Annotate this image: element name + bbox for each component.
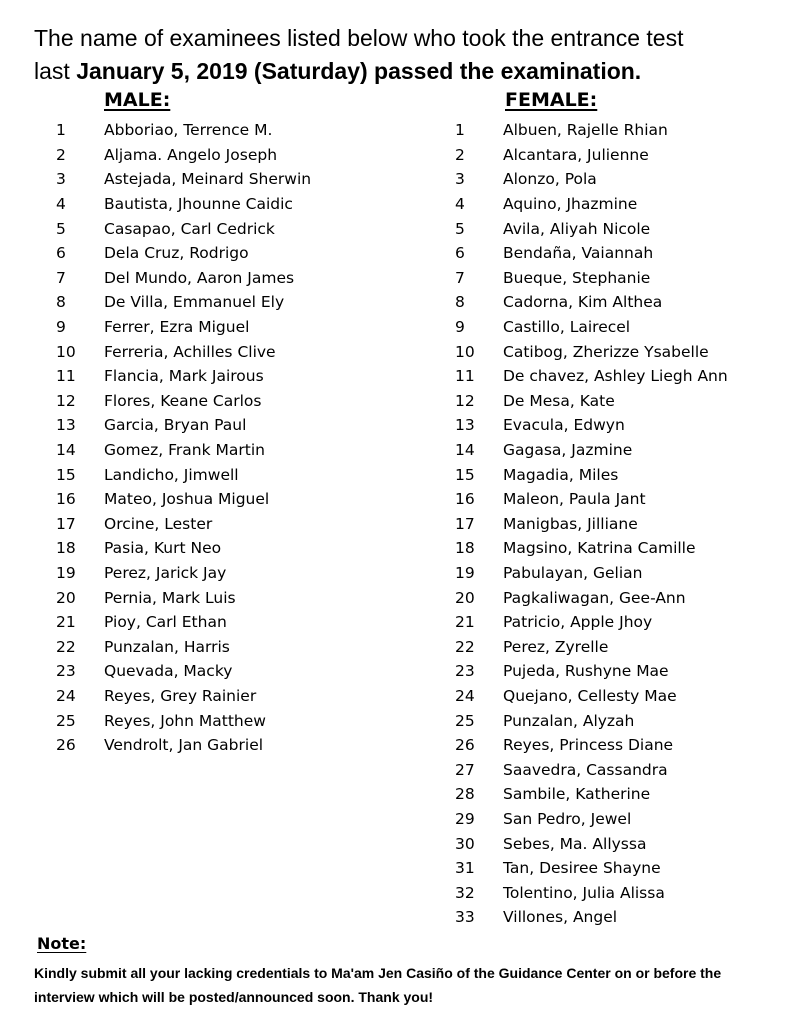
female-heading: FEMALE: bbox=[505, 89, 598, 111]
list-item-number: 12 bbox=[455, 391, 475, 410]
female-list-item bbox=[455, 167, 728, 192]
list-item-number: 14 bbox=[56, 441, 76, 460]
examinee-name: Ferreria, Achilles Clive bbox=[104, 342, 276, 361]
examinee-name: De Villa, Emmanuel Ely bbox=[104, 293, 285, 312]
list-item-number: 19 bbox=[455, 563, 475, 582]
examinee-name: Orcine, Lester bbox=[104, 514, 213, 533]
examinee-name: Patricio, Apple Jhoy bbox=[503, 613, 653, 632]
list-item-number: 3 bbox=[56, 170, 66, 189]
list-item-number: 4 bbox=[455, 195, 465, 214]
list-item-number: 11 bbox=[455, 367, 475, 386]
male-list bbox=[56, 118, 311, 757]
examinee-name: Alonzo, Pola bbox=[503, 170, 597, 189]
male-list-item bbox=[56, 167, 311, 192]
examinee-name: Gomez, Frank Martin bbox=[104, 441, 265, 460]
male-list-item bbox=[56, 192, 311, 217]
male-list-item bbox=[56, 438, 311, 463]
female-list-item bbox=[455, 733, 728, 758]
note-text: Kindly submit all your lacking credentials to Ma'am Jen Casiño of the Guidance Center on or before the interview which will be posted/announced soon. Thank you! bbox=[34, 965, 722, 1005]
male-list-item bbox=[56, 339, 311, 364]
female-list-item bbox=[455, 585, 728, 610]
female-list-item bbox=[455, 512, 728, 537]
list-item-number: 15 bbox=[56, 465, 76, 484]
examinee-name: Sebes, Ma. Allyssa bbox=[503, 834, 647, 853]
examinee-name: Pernia, Mark Luis bbox=[104, 588, 236, 607]
examinee-name: Del Mundo, Aaron James bbox=[104, 268, 295, 287]
note-label: Note: bbox=[37, 934, 87, 953]
male-list-item bbox=[56, 413, 311, 438]
list-item-number: 27 bbox=[455, 760, 475, 779]
female-list-item bbox=[455, 339, 728, 364]
female-list-item bbox=[455, 192, 728, 217]
list-item-number: 20 bbox=[56, 588, 76, 607]
male-list-item bbox=[56, 290, 311, 315]
list-item-number: 7 bbox=[455, 268, 465, 287]
examinee-name: Flancia, Mark Jairous bbox=[104, 367, 264, 386]
list-item-number: 22 bbox=[56, 637, 76, 656]
list-item-number: 28 bbox=[455, 785, 475, 804]
examinee-name: Astejada, Meinard Sherwin bbox=[104, 170, 312, 189]
examinee-name: Gagasa, Jazmine bbox=[503, 441, 633, 460]
female-list-item bbox=[455, 708, 728, 733]
list-item-number: 23 bbox=[56, 662, 76, 681]
male-list-item bbox=[56, 512, 311, 537]
examinee-name: Abboriao, Terrence M. bbox=[104, 121, 273, 140]
female-list-item bbox=[455, 905, 728, 930]
female-list-item bbox=[455, 757, 728, 782]
examinee-name: Saavedra, Cassandra bbox=[503, 760, 668, 779]
list-item-number: 5 bbox=[455, 219, 465, 238]
list-item-number: 4 bbox=[56, 195, 66, 214]
female-list-item bbox=[455, 143, 728, 168]
female-list-item bbox=[455, 364, 728, 389]
examinee-name: Reyes, John Matthew bbox=[104, 711, 266, 730]
female-list-item bbox=[455, 536, 728, 561]
examinee-name: Maleon, Paula Jant bbox=[503, 490, 646, 509]
list-item-number: 21 bbox=[56, 613, 76, 632]
male-list-item bbox=[56, 585, 311, 610]
list-item-number: 14 bbox=[455, 441, 475, 460]
list-item-number: 31 bbox=[455, 859, 475, 878]
examinee-name: Reyes, Princess Diane bbox=[503, 736, 674, 755]
examinee-name: Casapao, Carl Cedrick bbox=[104, 219, 275, 238]
female-list-item bbox=[455, 413, 728, 438]
list-item-number: 25 bbox=[455, 711, 475, 730]
male-list-item bbox=[56, 266, 311, 291]
list-item-number: 16 bbox=[56, 490, 76, 509]
list-item-number: 9 bbox=[455, 318, 465, 337]
list-item-number: 8 bbox=[56, 293, 66, 312]
examinee-name: Aljama. Angelo Joseph bbox=[104, 145, 278, 164]
list-item-number: 1 bbox=[56, 121, 66, 140]
list-item-number: 22 bbox=[455, 637, 475, 656]
male-list-item bbox=[56, 216, 311, 241]
list-item-number: 11 bbox=[56, 367, 76, 386]
male-list-item bbox=[56, 610, 311, 635]
female-list-item bbox=[455, 438, 728, 463]
female-list-item bbox=[455, 389, 728, 414]
male-list-item bbox=[56, 364, 311, 389]
list-item-number: 29 bbox=[455, 809, 475, 828]
list-item-number: 25 bbox=[56, 711, 76, 730]
female-list-item bbox=[455, 561, 728, 586]
examinee-name: Magadia, Miles bbox=[503, 465, 619, 484]
list-item-number: 30 bbox=[455, 834, 475, 853]
female-list-item bbox=[455, 831, 728, 856]
examinee-name: Landicho, Jimwell bbox=[104, 465, 239, 484]
list-item-number: 10 bbox=[455, 342, 475, 361]
examinee-name: Villones, Angel bbox=[503, 908, 618, 927]
male-list-item bbox=[56, 634, 311, 659]
examinee-name: Perez, Zyrelle bbox=[503, 637, 609, 656]
female-list-item bbox=[455, 216, 728, 241]
examinee-name: Reyes, Grey Rainier bbox=[104, 686, 257, 705]
examinee-name: Punzalan, Harris bbox=[104, 637, 230, 656]
examinee-name: Quevada, Macky bbox=[104, 662, 233, 681]
examinee-name: Pioy, Carl Ethan bbox=[104, 613, 227, 632]
list-item-number: 19 bbox=[56, 563, 76, 582]
female-list-item bbox=[455, 880, 728, 905]
list-item-number: 17 bbox=[56, 514, 76, 533]
male-list-item bbox=[56, 315, 311, 340]
female-list-item bbox=[455, 782, 728, 807]
list-item-number: 16 bbox=[455, 490, 475, 509]
examinee-name: Tan, Desiree Shayne bbox=[503, 859, 661, 878]
male-list-item bbox=[56, 684, 311, 709]
examinee-name: De Mesa, Kate bbox=[503, 391, 615, 410]
examinee-name: Albuen, Rajelle Rhian bbox=[503, 121, 668, 140]
female-list-item bbox=[455, 462, 728, 487]
examinee-name: Manigbas, Jilliane bbox=[503, 514, 638, 533]
list-item-number: 26 bbox=[455, 736, 475, 755]
examinee-name: Mateo, Joshua Miguel bbox=[104, 490, 270, 509]
male-list-item bbox=[56, 708, 311, 733]
list-item-number: 18 bbox=[56, 539, 76, 558]
female-list-item bbox=[455, 487, 728, 512]
examinee-name: Avila, Aliyah Nicole bbox=[503, 219, 651, 238]
list-item-number: 24 bbox=[455, 686, 475, 705]
male-heading: MALE: bbox=[104, 89, 171, 111]
examinee-name: Castillo, Lairecel bbox=[503, 318, 631, 337]
male-list-item bbox=[56, 659, 311, 684]
examinee-name: Flores, Keane Carlos bbox=[104, 391, 262, 410]
male-list-item bbox=[56, 389, 311, 414]
list-item-number: 17 bbox=[455, 514, 475, 533]
list-item-number: 33 bbox=[455, 908, 475, 927]
list-item-number: 2 bbox=[56, 145, 66, 164]
examinee-name: Garcia, Bryan Paul bbox=[104, 416, 247, 435]
list-item-number: 5 bbox=[56, 219, 66, 238]
examinee-name: Catibog, Zherizze Ysabelle bbox=[503, 342, 709, 361]
male-list-item bbox=[56, 462, 311, 487]
female-list-item bbox=[455, 659, 728, 684]
male-list-item bbox=[56, 487, 311, 512]
male-list-item bbox=[56, 733, 311, 758]
intro-line-2-prefix: last bbox=[34, 58, 77, 84]
female-list-item bbox=[455, 266, 728, 291]
list-item-number: 6 bbox=[455, 244, 465, 263]
list-item-number: 1 bbox=[455, 121, 465, 140]
male-list-item bbox=[56, 536, 311, 561]
male-list-item bbox=[56, 118, 311, 143]
male-list-item bbox=[56, 143, 311, 168]
female-list-item bbox=[455, 118, 728, 143]
list-item-number: 8 bbox=[455, 293, 465, 312]
intro-line-1: The name of examinees listed below who took the entrance test bbox=[34, 25, 684, 51]
list-item-number: 13 bbox=[56, 416, 76, 435]
female-list-item bbox=[455, 315, 728, 340]
list-item-number: 12 bbox=[56, 391, 76, 410]
exam-date-statement: January 5, 2019 (Saturday) passed the examination. bbox=[76, 58, 642, 84]
list-item-number: 32 bbox=[455, 883, 475, 902]
examinee-name: Aquino, Jhazmine bbox=[503, 195, 638, 214]
examinee-name: Cadorna, Kim Althea bbox=[503, 293, 663, 312]
examinee-name: Evacula, Edwyn bbox=[503, 416, 625, 435]
female-list-item bbox=[455, 807, 728, 832]
examinee-name: Bueque, Stephanie bbox=[503, 268, 651, 287]
female-list-item bbox=[455, 856, 728, 881]
examinee-name: Bautista, Jhounne Caidic bbox=[104, 195, 293, 214]
examinee-name: San Pedro, Jewel bbox=[503, 809, 632, 828]
examinee-name: Dela Cruz, Rodrigo bbox=[104, 244, 249, 263]
female-list-item bbox=[455, 610, 728, 635]
list-item-number: 13 bbox=[455, 416, 475, 435]
list-item-number: 10 bbox=[56, 342, 76, 361]
examinee-name: Pasia, Kurt Neo bbox=[104, 539, 222, 558]
announcement-intro bbox=[34, 22, 774, 88]
male-list-item bbox=[56, 241, 311, 266]
list-item-number: 21 bbox=[455, 613, 475, 632]
list-item-number: 15 bbox=[455, 465, 475, 484]
examinee-name: Ferrer, Ezra Miguel bbox=[104, 318, 250, 337]
examinee-name: Bendaña, Vaiannah bbox=[503, 244, 654, 263]
list-item-number: 2 bbox=[455, 145, 465, 164]
list-item-number: 9 bbox=[56, 318, 66, 337]
examinee-name: De chavez, Ashley Liegh Ann bbox=[503, 367, 728, 386]
intro-line-2 bbox=[34, 55, 774, 88]
examinee-name: Magsino, Katrina Camille bbox=[503, 539, 696, 558]
female-list-item bbox=[455, 634, 728, 659]
examinee-name: Vendrolt, Jan Gabriel bbox=[104, 736, 264, 755]
examinee-name: Pujeda, Rushyne Mae bbox=[503, 662, 669, 681]
list-item-number: 24 bbox=[56, 686, 76, 705]
list-item-number: 18 bbox=[455, 539, 475, 558]
list-item-number: 7 bbox=[56, 268, 66, 287]
female-list-item bbox=[455, 241, 728, 266]
female-list-item bbox=[455, 290, 728, 315]
male-list-item bbox=[56, 561, 311, 586]
female-list-item bbox=[455, 684, 728, 709]
list-item-number: 6 bbox=[56, 244, 66, 263]
examinee-name: Punzalan, Alyzah bbox=[503, 711, 635, 730]
examinee-name: Perez, Jarick Jay bbox=[104, 563, 227, 582]
list-item-number: 26 bbox=[56, 736, 76, 755]
examinee-name: Sambile, Katherine bbox=[503, 785, 651, 804]
examinee-name: Quejano, Cellesty Mae bbox=[503, 686, 677, 705]
examinee-name: Tolentino, Julia Alissa bbox=[503, 883, 665, 902]
examinee-name: Alcantara, Julienne bbox=[503, 145, 649, 164]
list-item-number: 23 bbox=[455, 662, 475, 681]
list-item-number: 20 bbox=[455, 588, 475, 607]
list-item-number: 3 bbox=[455, 170, 465, 189]
female-list bbox=[455, 118, 728, 930]
examinee-name: Pagkaliwagan, Gee-Ann bbox=[503, 588, 686, 607]
examinee-name: Pabulayan, Gelian bbox=[503, 563, 643, 582]
